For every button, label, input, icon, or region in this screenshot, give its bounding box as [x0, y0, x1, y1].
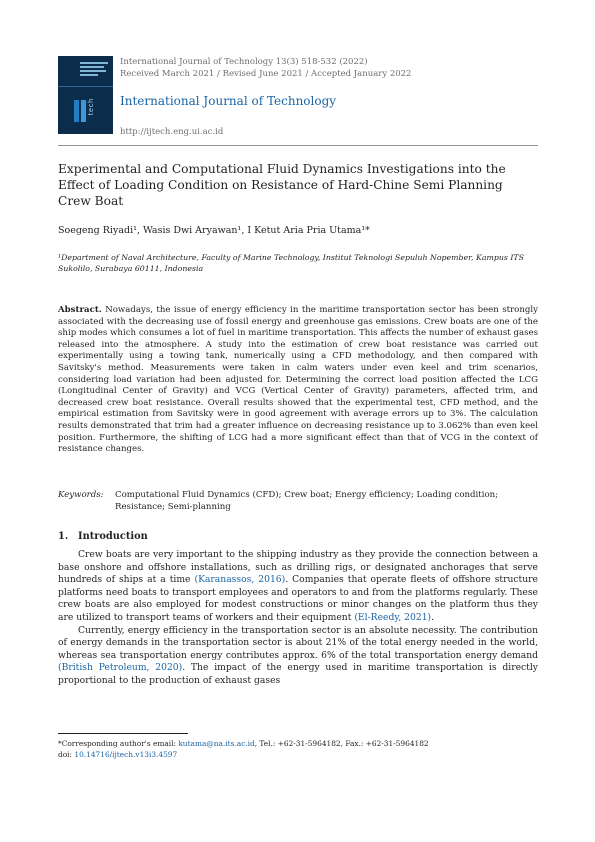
abstract-text: Nowadays, the issue of energy efficiency in the maritime transportation sector has been strongly associated with the decreasing use of fossil energy and greenhouse gas emissions. Crew boats are one of the ship modes which consumes a lot of fuel in maritime transportation. This affects the number of exhaust gases released into the atmosphere. A study into the estimation of crew boat resistance was carried out experimentally using a towing tank, numerically using a CFD methodology, and then compared with Savitsky's method. Measurements were taken in calm waters under even keel and trim scenarios, considering load variation had been adjusted for. Determining the correct load position affected the LCG (Longitudinal Center of Gravity) and VCG (Vertical Center of Gravity) parameters, affected trim, and decreased crew boat resistance. Overall results showed that the experimental test, CFD method, and the empirical estimation from Savitsky were in good agreement with average errors up to 3%. The calculation results demonstrated that trim had a greater influence on decreasing resistance up to 3.062% than even keel position. Furthermore, the shifting of LCG had a more significant effect than that of VCG in the context of resistance changes.	[58, 305, 538, 455]
abstract	[58, 305, 538, 456]
abstract-label: Abstract.	[58, 305, 102, 315]
received-line: Received March 2021 / Revised June 2021 / Accepted January 2022	[120, 69, 412, 79]
doi-link[interactable]: 10.14716/ijtech.v13i3.4597	[74, 750, 178, 759]
keywords-text: Computational Fluid Dynamics (CFD); Crew boat; Energy efficiency; Loading condition; Resistance; Semi-planning	[115, 490, 499, 512]
paragraph-text: Crew boats are very important to the shipping industry as they provide the connection between a base onshore and offshore installations, such as drilling rigs, or designated anchorages that serve hundreds of ships at a time	[58, 549, 538, 586]
doi-label: doi:	[58, 750, 75, 759]
header-divider	[58, 145, 538, 146]
logo-text: tech	[87, 98, 95, 116]
citation-link[interactable]: (El-Reedy, 2021)	[354, 611, 432, 623]
journal-header-meta	[120, 56, 411, 80]
journal-cover-image	[58, 56, 113, 134]
keywords-label: Keywords:	[58, 490, 104, 500]
keywords	[58, 490, 538, 513]
paragraph-text: .	[431, 611, 435, 623]
body-text	[58, 549, 538, 688]
section-number: 1.	[58, 531, 69, 542]
email-link[interactable]: kutama@na.its.ac.id	[178, 739, 255, 748]
paragraph-text: . Companies that operate fleets of offshore structure platforms need boats to transport employees and operators to and from the platforms regularly. These crew boats are also employed for modest constructions or minor changes on the platform thus they are utilized to transport teams of workers and their equipment	[58, 574, 538, 623]
paragraph-text: Currently, energy efficiency in the transportation sector is an absolute necessity. The contribution of energy demands in the transportation sector is about 21% of the total energy needed in the world, whereas sea transportation energy contributes approx. 6% of the total transportation energy demand	[58, 624, 538, 661]
journal-logo	[74, 96, 106, 126]
footnote-text: *Corresponding author's email:	[58, 739, 179, 748]
doi-line	[58, 749, 429, 760]
journal-name[interactable]: International Journal of Technology	[120, 94, 337, 108]
paper-title: Experimental and Computational Fluid Dynamics Investigations into the Effect of Loading Condition on Resistance of Hard-Chine Semi Planning Crew Boat	[58, 162, 506, 208]
citation-line: International Journal of Technology 13(3) 518-532 (2022)	[120, 57, 368, 67]
citation-link[interactable]: (Karanassos, 2016)	[194, 574, 286, 586]
citation-link[interactable]: (British Petroleum, 2020)	[58, 662, 183, 674]
paragraph	[58, 549, 538, 625]
section-title: Introduction	[78, 531, 148, 542]
corresponding-author-line	[58, 738, 429, 749]
footnote-divider	[58, 733, 188, 734]
paragraph	[58, 625, 538, 688]
author-list: Soegeng Riyadi¹, Wasis Dwi Aryawan¹, I Ketut Aria Pria Utama¹*	[58, 225, 370, 236]
author-affiliation: ¹Department of Naval Architecture, Faculty of Marine Technology, Institut Teknologi Sepuluh Nopember, Kampus ITS Sukolilo, Surabaya 60111, Indonesia	[58, 253, 524, 273]
section-heading	[58, 531, 148, 542]
paragraph-text: . The impact of the energy used in maritime transportation is directly proportional to the production of exhaust gases	[58, 662, 538, 686]
footnote-text: , Tel.: +62-31-5964182, Fax.: +62-31-5964182	[254, 739, 429, 748]
journal-url[interactable]: http://ijtech.eng.ui.ac.id	[120, 127, 224, 137]
footnote	[58, 738, 429, 760]
